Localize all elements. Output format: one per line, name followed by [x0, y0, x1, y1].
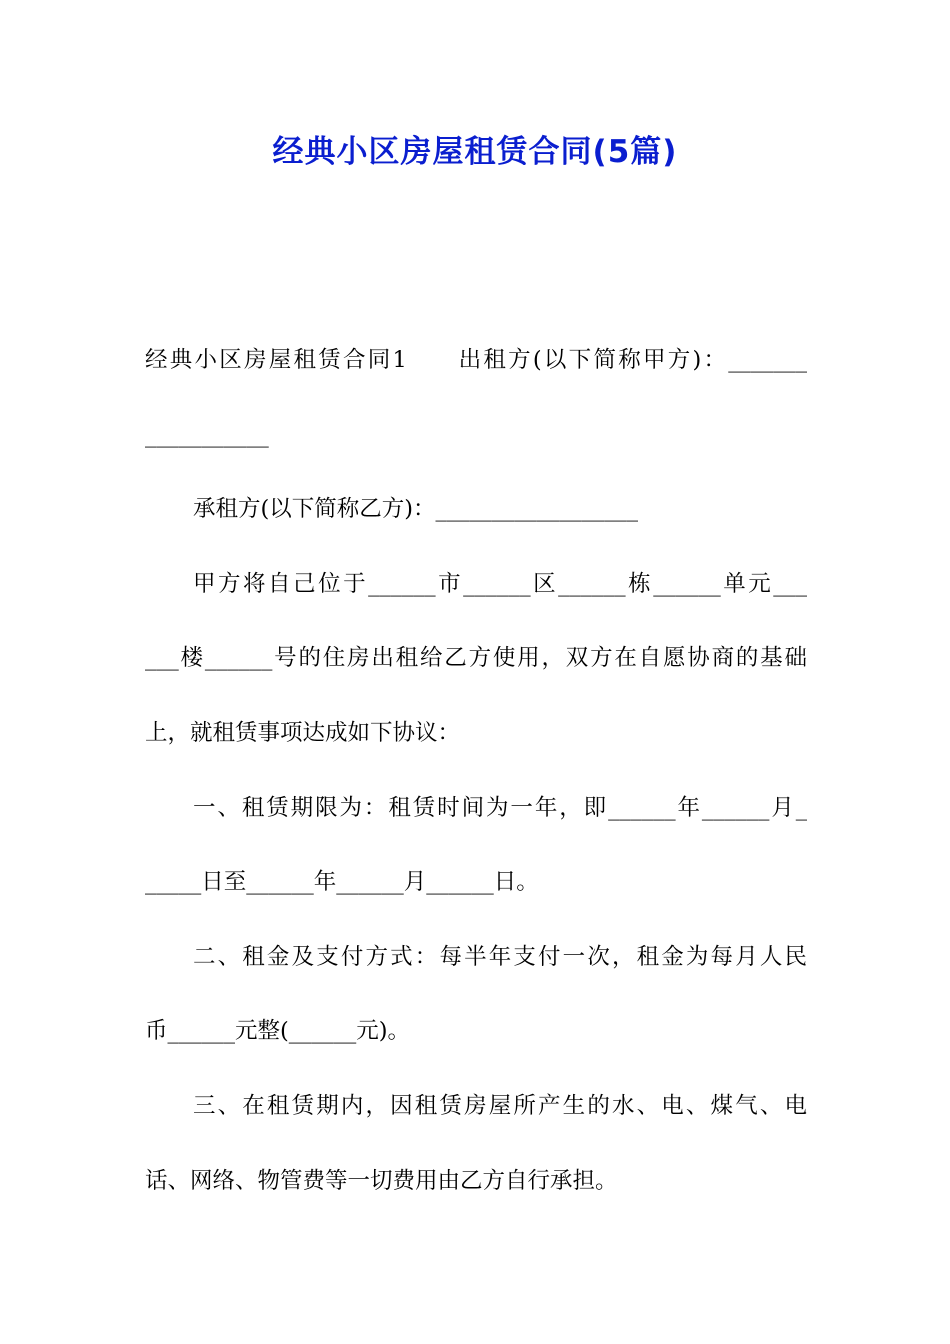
- paragraph-line-4: 甲方将自己位于______市______区______栋______单元___: [193, 570, 807, 597]
- paragraph-line-5: ___楼______号的住房出租给乙方使用，双方在自愿协商的基础: [145, 645, 807, 672]
- paragraph-line-8: _____日至______年______月______日。: [145, 869, 539, 896]
- paragraph-line-2: ___________: [145, 421, 269, 448]
- document-title: 经典小区房屋租赁合同(5篇): [272, 134, 678, 170]
- paragraph-line-9: 二、租金及支付方式：每半年支付一次，租金为每月人民: [193, 943, 807, 970]
- paragraph-line-7: 一、租赁期限为：租赁时间为一年，即______年______月_: [193, 794, 807, 821]
- paragraph-line-10: 币______元整(______元)。: [145, 1018, 411, 1045]
- paragraph-line-1: 经典小区房屋租赁合同1 出租方(以下简称甲方)：_______: [145, 347, 807, 373]
- paragraph-line-6: 上，就租赁事项达成如下协议：: [145, 719, 461, 746]
- document-body: [145, 336, 807, 1231]
- paragraph-line-12: 话、网络、物管费等一切费用由乙方自行承担。: [145, 1167, 618, 1194]
- paragraph-line-3: 承租方(以下简称乙方)：__________________: [193, 496, 639, 523]
- paragraph-line-11: 三、在租赁期内，因租赁房屋所产生的水、电、煤气、电: [193, 1092, 807, 1119]
